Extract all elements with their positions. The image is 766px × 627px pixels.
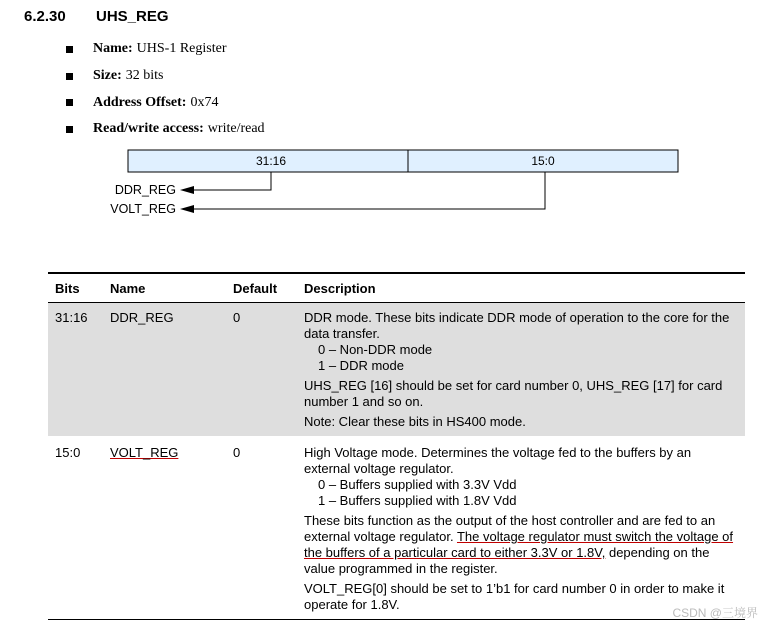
watermark: CSDN @三境界 — [672, 606, 758, 620]
attribute-access: Read/write access: write/read — [66, 116, 265, 143]
table-header-row — [48, 273, 745, 303]
ddr-reg-arrow-icon — [180, 186, 194, 194]
cell-description — [297, 303, 745, 437]
desc-paragraph: These bits function as the output of the host controller and are fed to an external voltage regulator. The voltage regulator must switch the voltage of the buffers of a particular card to either 3.3V or 1.8V, depending on the value programmed in the register. — [304, 513, 734, 576]
register-diagram — [0, 0, 766, 240]
ddr-reg-label: DDR_REG — [114, 183, 176, 197]
cell-description — [297, 436, 745, 620]
desc-intro: DDR mode. These bits indicate DDR mode of operation to the core for the data transfer. — [304, 310, 730, 341]
volt-reg-arrow-icon — [180, 205, 194, 213]
cell-default: 0 — [226, 303, 297, 437]
cell-bits: 15:0 — [48, 436, 103, 620]
field-label-15-0: 15:0 — [531, 154, 555, 168]
cell-bits: 31:16 — [48, 303, 103, 437]
cell-default: 0 — [226, 436, 297, 620]
desc-paragraph: VOLT_REG[0] should be set to 1’b1 for card number 0 in order to make it operate for 1.8V. — [304, 581, 725, 612]
volt-reg-name: VOLT_REG — [110, 445, 179, 460]
desc-option: 0 – Non-DDR mode — [318, 342, 433, 357]
volt-reg-label: VOLT_REG — [110, 202, 176, 216]
desc-option: 1 – Buffers supplied with 1.8V Vdd — [318, 493, 517, 508]
desc-note: Note: Clear these bits in HS400 mode. — [304, 414, 526, 429]
attribute-size: Size: 32 bits — [66, 63, 265, 90]
attribute-name: Name: UHS-1 Register — [66, 36, 265, 63]
cell-name: DDR_REG — [103, 303, 226, 437]
header-bits: Bits — [48, 273, 103, 303]
section-number: 6.2.30 — [24, 8, 66, 25]
desc-intro: High Voltage mode. Determines the voltage fed to the buffers by an external voltage regulator. — [304, 445, 692, 476]
underlined-requirement: The voltage regulator must switch the voltage of the buffers of a particular card to either 3.3V or 1.8V, — [304, 529, 734, 560]
attribute-address-offset: Address Offset: 0x74 — [66, 89, 265, 116]
table-row — [48, 303, 745, 437]
header-default: Default — [226, 273, 297, 303]
header-description: Description — [297, 273, 745, 303]
header-name: Name — [103, 273, 226, 303]
field-label-31-16: 31:16 — [255, 154, 287, 168]
bit-field-table — [48, 272, 745, 620]
desc-option: 1 – DDR mode — [318, 358, 404, 373]
desc-paragraph: UHS_REG [16] should be set for card number 0, UHS_REG [17] for card number 1 and so on. — [304, 378, 723, 409]
table-row — [48, 436, 745, 620]
section-title: UHS_REG — [96, 8, 169, 25]
cell-name — [103, 436, 226, 620]
desc-option: 0 – Buffers supplied with 3.3V Vdd — [318, 477, 517, 492]
ddr-reg-connector — [188, 172, 271, 190]
